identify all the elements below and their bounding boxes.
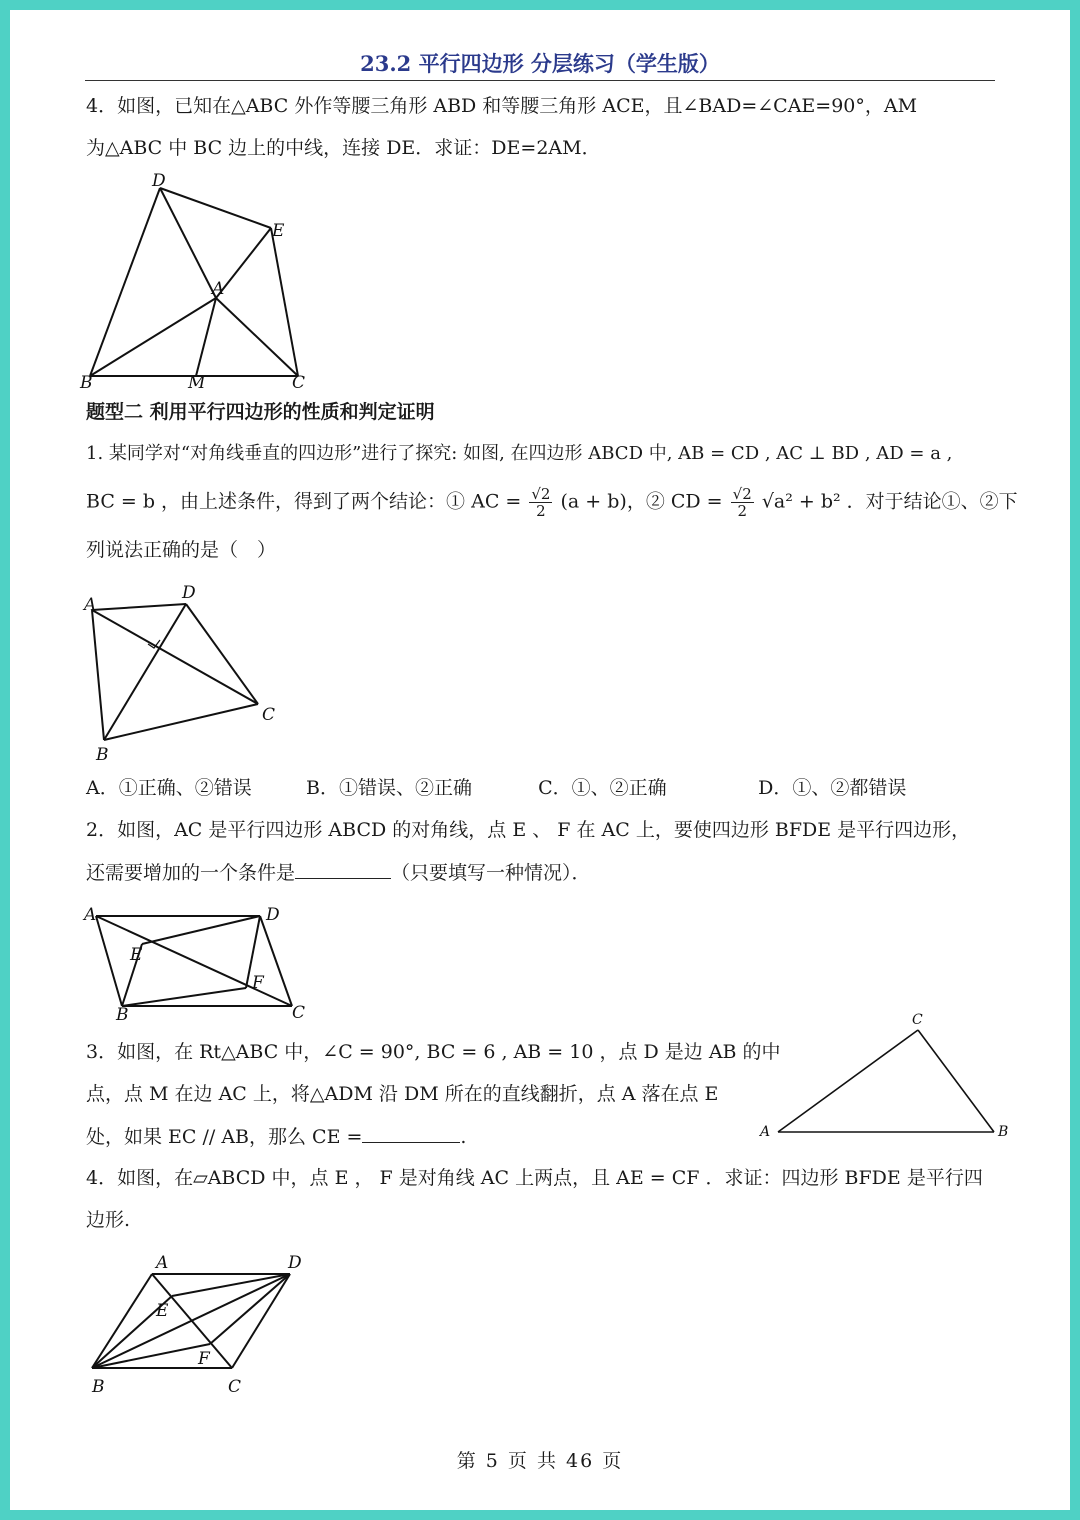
q2-label-D: D [266, 905, 280, 925]
figure-parallelogram-q4 [82, 1250, 322, 1400]
q2-line2-b: （只要填写一种情况）． [391, 862, 591, 884]
label-A: A [212, 279, 225, 299]
q3-line1: 3．如图，在 Rt△ABC 中，∠C = 90°, BC = 6 , AB = 10 ，点 D 是边 AB 的中 [86, 1041, 781, 1063]
q4-label-C: C [228, 1377, 242, 1397]
q2-label-F: F [252, 973, 264, 993]
q3-label-C: C [912, 1012, 923, 1028]
q1-choices [86, 776, 906, 800]
q3-label-A: A [760, 1124, 771, 1140]
label-E: E [272, 221, 285, 241]
q1-line3: 列说法正确的是（ ） [86, 539, 277, 561]
q4-label-D: D [288, 1253, 302, 1273]
page-header-title: 23.2 平行四边形 分层练习（学生版） [360, 51, 720, 76]
q3-label-B: B [998, 1124, 1009, 1140]
q2-line2 [86, 860, 591, 885]
q1-choice-d[interactable]: D．①、②都错误 [758, 777, 907, 799]
q1-fraction-1 [529, 486, 552, 519]
q2-label-A: A [84, 905, 97, 925]
q1-frac1-den: 2 [536, 502, 546, 520]
label-B: B [80, 373, 93, 390]
q1-frac1-num: √2 [531, 485, 551, 503]
label-M: M [188, 373, 206, 390]
q2-line2-a: 还需要增加的一个条件是 [86, 862, 296, 884]
label-C: C [292, 373, 306, 390]
q1-frac2-num: √2 [732, 485, 752, 503]
q2-label-B: B [116, 1005, 129, 1024]
q1-choice-a[interactable]: A．①正确、②错误 [86, 777, 252, 799]
q3-answer-blank[interactable] [362, 1124, 460, 1143]
q2-label-E: E [130, 945, 143, 965]
q1-frac2-den: 2 [737, 502, 747, 520]
q1-line2-c: √a² + b² ．对于结论①、②下 [761, 490, 1018, 513]
top-problem-line1: 4．如图，已知在△ABC 外作等腰三角形 ABD 和等腰三角形 ACE，且∠BAD=∠CAE=90°，AM [86, 95, 918, 117]
q1-line2 [86, 486, 1018, 519]
q3-line2: 点，点 M 在边 AC 上，将△ADM 沿 DM 所在的直线翻折，点 A 落在点 E [86, 1083, 719, 1105]
q4-line2: 边形. [86, 1209, 131, 1231]
figure-quadrilateral-abcd [82, 580, 312, 760]
q3-line3-b: . [460, 1126, 467, 1148]
q2-answer-blank[interactable] [295, 860, 391, 879]
top-problem-line2: 为△ABC 中 BC 边上的中线，连接 DE．求证：DE=2AM． [86, 137, 601, 159]
q1-choice-c[interactable]: C．①、②正确 [538, 777, 667, 799]
section-title: 题型二 利用平行四边形的性质和判定证明 [86, 401, 435, 423]
q4-line1: 4．如图，在▱ABCD 中，点 E ， F 是对角线 AC 上两点，且 AE = CF ．求证：四边形 BFDE 是平行四 [86, 1167, 983, 1189]
q1-line2-a: BC = b ，由上述条件，得到了两个结论：① AC = [86, 490, 522, 513]
q1-label-C: C [262, 705, 276, 725]
q1-choice-b[interactable]: B．①错误、②正确 [306, 777, 473, 799]
q3-line3 [86, 1124, 466, 1149]
q1-line1: 1. 某同学对“对角线垂直的四边形”进行了探究: 如图, 在四边形 ABCD 中, AB = CD , AC ⊥ BD , AD = a , [86, 443, 953, 464]
page-footer: 第 5 页 共 46 页 [456, 1450, 624, 1472]
q4-label-E: E [156, 1301, 169, 1321]
q2-line1: 2．如图，AC 是平行四边形 ABCD 的对角线，点 E 、 F 在 AC 上，要使四边形 BFDE 是平行四边形， [86, 819, 971, 841]
q1-label-A: A [84, 595, 97, 615]
q4-label-F: F [198, 1349, 210, 1369]
header-divider [85, 80, 995, 81]
figure-triangle-ade [78, 170, 318, 390]
q1-fraction-2 [731, 486, 754, 519]
q1-label-D: D [182, 583, 196, 603]
label-D: D [152, 171, 166, 191]
q1-line2-b: (a + b)，② CD = [560, 490, 723, 513]
figure-right-triangle-q3 [754, 1010, 1024, 1150]
q4-label-B: B [92, 1377, 105, 1397]
document-page [10, 10, 1070, 1510]
q3-line3-a: 处，如果 EC // AB，那么 CE = [86, 1126, 363, 1148]
q2-label-C: C [292, 1003, 306, 1023]
q1-label-B: B [96, 745, 109, 760]
figure-parallelogram-q2 [82, 902, 322, 1024]
q4-label-A: A [156, 1253, 169, 1273]
